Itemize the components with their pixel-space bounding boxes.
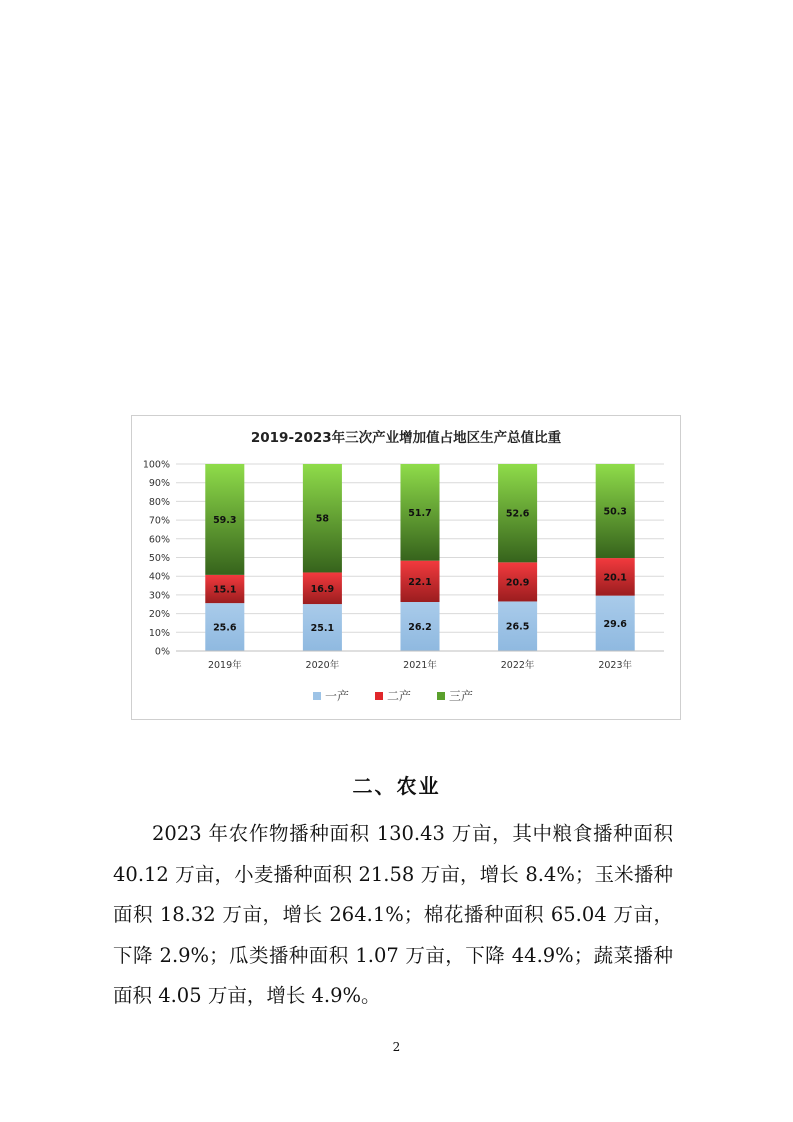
data-label: 51.7 xyxy=(408,507,432,519)
y-tick-label: 50% xyxy=(148,553,170,564)
y-tick-label: 90% xyxy=(148,478,170,490)
legend-label: 一产 xyxy=(325,689,350,703)
x-tick-label: 2022年 xyxy=(500,660,535,671)
y-tick-label: 20% xyxy=(148,609,170,621)
data-label: 26.2 xyxy=(408,622,432,634)
x-tick-label: 2019年 xyxy=(207,660,242,671)
data-label: 26.5 xyxy=(505,621,530,633)
y-tick-label: 100% xyxy=(142,459,170,471)
y-tick-label: 70% xyxy=(148,515,170,527)
data-label: 25.6 xyxy=(213,622,237,634)
y-tick-label: 80% xyxy=(148,496,170,508)
data-label: 59.3 xyxy=(213,514,237,526)
x-tick-label: 2020年 xyxy=(305,660,340,671)
y-tick-label: 10% xyxy=(148,627,170,639)
data-label: 22.1 xyxy=(408,576,432,588)
y-tick-label: 30% xyxy=(148,590,170,602)
page-number: 2 xyxy=(392,1040,401,1054)
data-label: 16.9 xyxy=(310,583,335,595)
y-tick-label: 60% xyxy=(148,534,170,546)
chart-title: 2019-2023年三次产业增加值占地区生产总值比重 xyxy=(250,430,562,446)
data-label: 20.9 xyxy=(505,577,530,589)
data-label: 29.6 xyxy=(603,618,627,630)
x-tick-label: 2021年 xyxy=(403,660,437,671)
x-tick-label: 2023年 xyxy=(598,660,633,671)
data-label: 58 xyxy=(315,513,330,525)
y-tick-label: 40% xyxy=(148,571,170,583)
data-label: 50.3 xyxy=(603,506,627,518)
section-heading: 二、农业 xyxy=(352,774,441,798)
body-paragraph: 2023 年农作物播种面积 130.43 万亩，其中粮食播种面积 40.12 万亩，小麦播种面积 21.58 万亩，增长 8.4%；玉米播种面积 18.32 万亩，增长 264.1%；棉花播种面积 65.04 万亩，下降 2.9%；瓜类播种面积 1.07 万亩，下降 44.9%；蔬菜播种面积 4.05 万亩，增长 4.9%。 xyxy=(113,822,673,1007)
data-label: 20.1 xyxy=(603,572,627,584)
data-label: 52.6 xyxy=(505,508,530,520)
data-label: 15.1 xyxy=(213,584,237,596)
stacked-bar-chart xyxy=(132,416,680,719)
legend-label: 二产 xyxy=(387,689,412,703)
legend-swatch xyxy=(375,692,383,700)
y-tick-label: 0% xyxy=(154,646,170,658)
legend-label: 三产 xyxy=(449,689,474,703)
legend-swatch xyxy=(437,692,445,700)
legend-swatch xyxy=(313,692,321,700)
data-label: 25.1 xyxy=(310,623,335,635)
chart-frame xyxy=(131,415,681,720)
legend xyxy=(313,688,473,703)
